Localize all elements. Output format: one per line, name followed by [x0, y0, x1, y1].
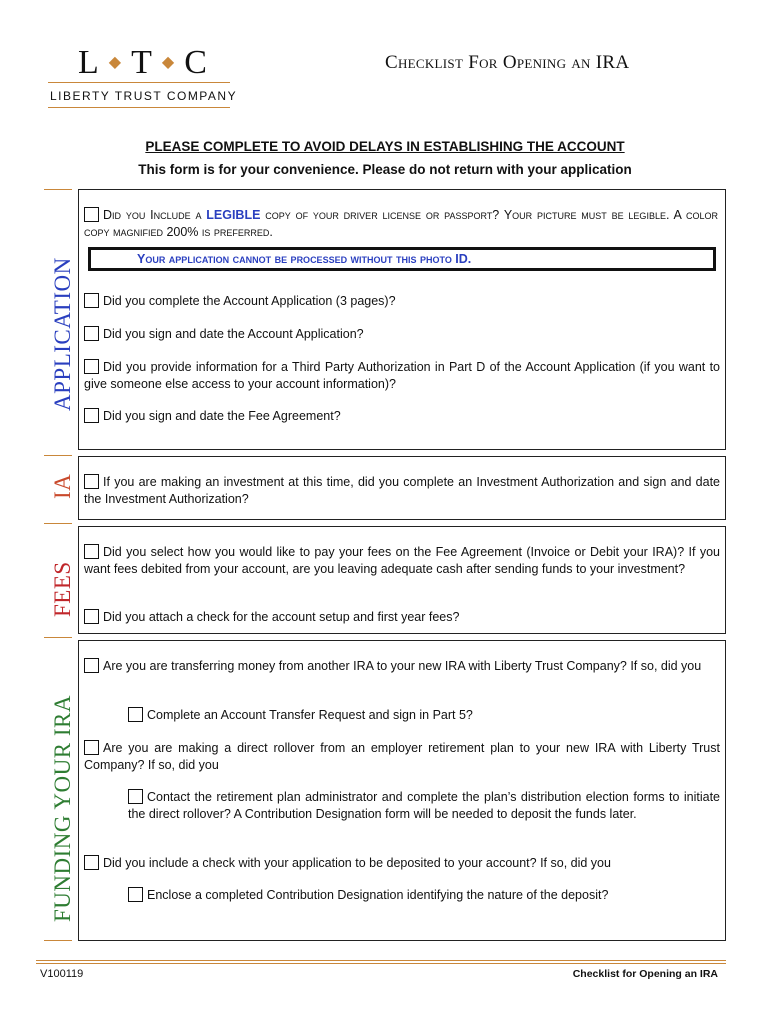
- application-question-4: Did you provide information for a Third Party Authorization in Part D of the Account Application (if you want to give someone else access to your account information)?: [84, 360, 720, 391]
- section-label-fees: FEES: [50, 561, 75, 617]
- funding-subquestion-2: Contact the retirement plan administrator and complete the plan’s distribution election forms to initiate the direct rollover? A Contribution Designation form will be needed to deposit the funds later.: [128, 790, 720, 821]
- checkbox[interactable]: [84, 326, 99, 341]
- checkbox[interactable]: [84, 855, 99, 870]
- checkbox[interactable]: [84, 293, 99, 308]
- checkbox[interactable]: [84, 609, 99, 624]
- section-divider: [44, 637, 72, 638]
- checkbox[interactable]: [84, 207, 99, 222]
- funding-question-2: Are you are making a direct rollover from an employer retirement plan to your new IRA with Liberty Trust Company? If so, did you: [84, 741, 720, 772]
- section-divider: [44, 523, 72, 524]
- section-label-funding: FUNDING YOUR IRA: [50, 695, 75, 922]
- company-logo: [78, 44, 208, 82]
- application-question-3: Did you sign and date the Account Application?: [84, 326, 718, 343]
- checkbox[interactable]: [84, 544, 99, 559]
- logo-letter-l: L: [78, 44, 100, 81]
- version-number: V100119: [40, 968, 84, 980]
- fees-question-1: Did you select how you would like to pay your fees on the Fee Agreement (Invoice or Debit your IRA)? If you want fees debited from your account, are you leaving adequate cash after sending funds to your investment?: [84, 545, 720, 576]
- checkbox[interactable]: [84, 658, 99, 673]
- fees-question-2: Did you attach a check for the account setup and first year fees?: [84, 609, 718, 626]
- section-divider: [44, 455, 72, 456]
- logo-letter-c: C: [184, 44, 208, 81]
- ia-question-1: If you are making an investment at this time, did you complete an Investment Authorization and sign and date the Investment Authorization?: [84, 475, 720, 506]
- logo-divider: [48, 107, 230, 108]
- section-divider: [44, 940, 72, 941]
- funding-subquestion-1: Complete an Account Transfer Request and sign in Part 5?: [128, 707, 718, 724]
- checkbox[interactable]: [84, 408, 99, 423]
- application-question-1: Did you Include a LEGIBLE copy of your driver license or passport? Your picture must be legible. A color copy magnified 200% is preferred.: [84, 208, 719, 239]
- checkbox[interactable]: [84, 740, 99, 755]
- checkbox[interactable]: [128, 789, 143, 804]
- footer-rule: [36, 960, 726, 961]
- section-label-ia: IA: [50, 473, 75, 499]
- company-name: LIBERTY TRUST COMPANY: [50, 89, 238, 103]
- footer-document-name: Checklist for Opening an IRA: [572, 968, 718, 980]
- checkbox[interactable]: [128, 707, 143, 722]
- diamond-icon: ◆: [108, 54, 123, 72]
- funding-question-1: Are you are transferring money from another IRA to your new IRA with Liberty Trust Company? If so, did you: [84, 658, 720, 675]
- checkbox[interactable]: [84, 474, 99, 489]
- subheading: PLEASE COMPLETE TO AVOID DELAYS IN ESTABLISHING THE ACCOUNT: [145, 139, 625, 154]
- logo-divider: [48, 82, 230, 83]
- application-question-2: Did you complete the Account Application (3 pages)?: [84, 293, 718, 310]
- funding-question-3: Did you include a check with your application to be deposited to your account? If so, did you: [84, 855, 718, 872]
- instruction-text: This form is for your convenience. Please do not return with your application: [138, 162, 632, 177]
- photo-id-warning: Your application cannot be processed without this photo ID.: [88, 247, 716, 271]
- section-divider: [44, 189, 72, 190]
- logo-letter-t: T: [131, 44, 153, 81]
- footer-rule: [36, 963, 726, 964]
- checkbox[interactable]: [128, 887, 143, 902]
- document-title: Checklist For Opening an IRA: [385, 52, 630, 73]
- checkbox[interactable]: [84, 359, 99, 374]
- application-question-5: Did you sign and date the Fee Agreement?: [84, 408, 718, 425]
- section-label-application: APPLICATION: [50, 257, 75, 411]
- funding-subquestion-3: Enclose a completed Contribution Designation identifying the nature of the deposit?: [128, 887, 718, 904]
- diamond-icon: ◆: [161, 54, 176, 72]
- legible-highlight: LEGIBLE: [206, 208, 261, 222]
